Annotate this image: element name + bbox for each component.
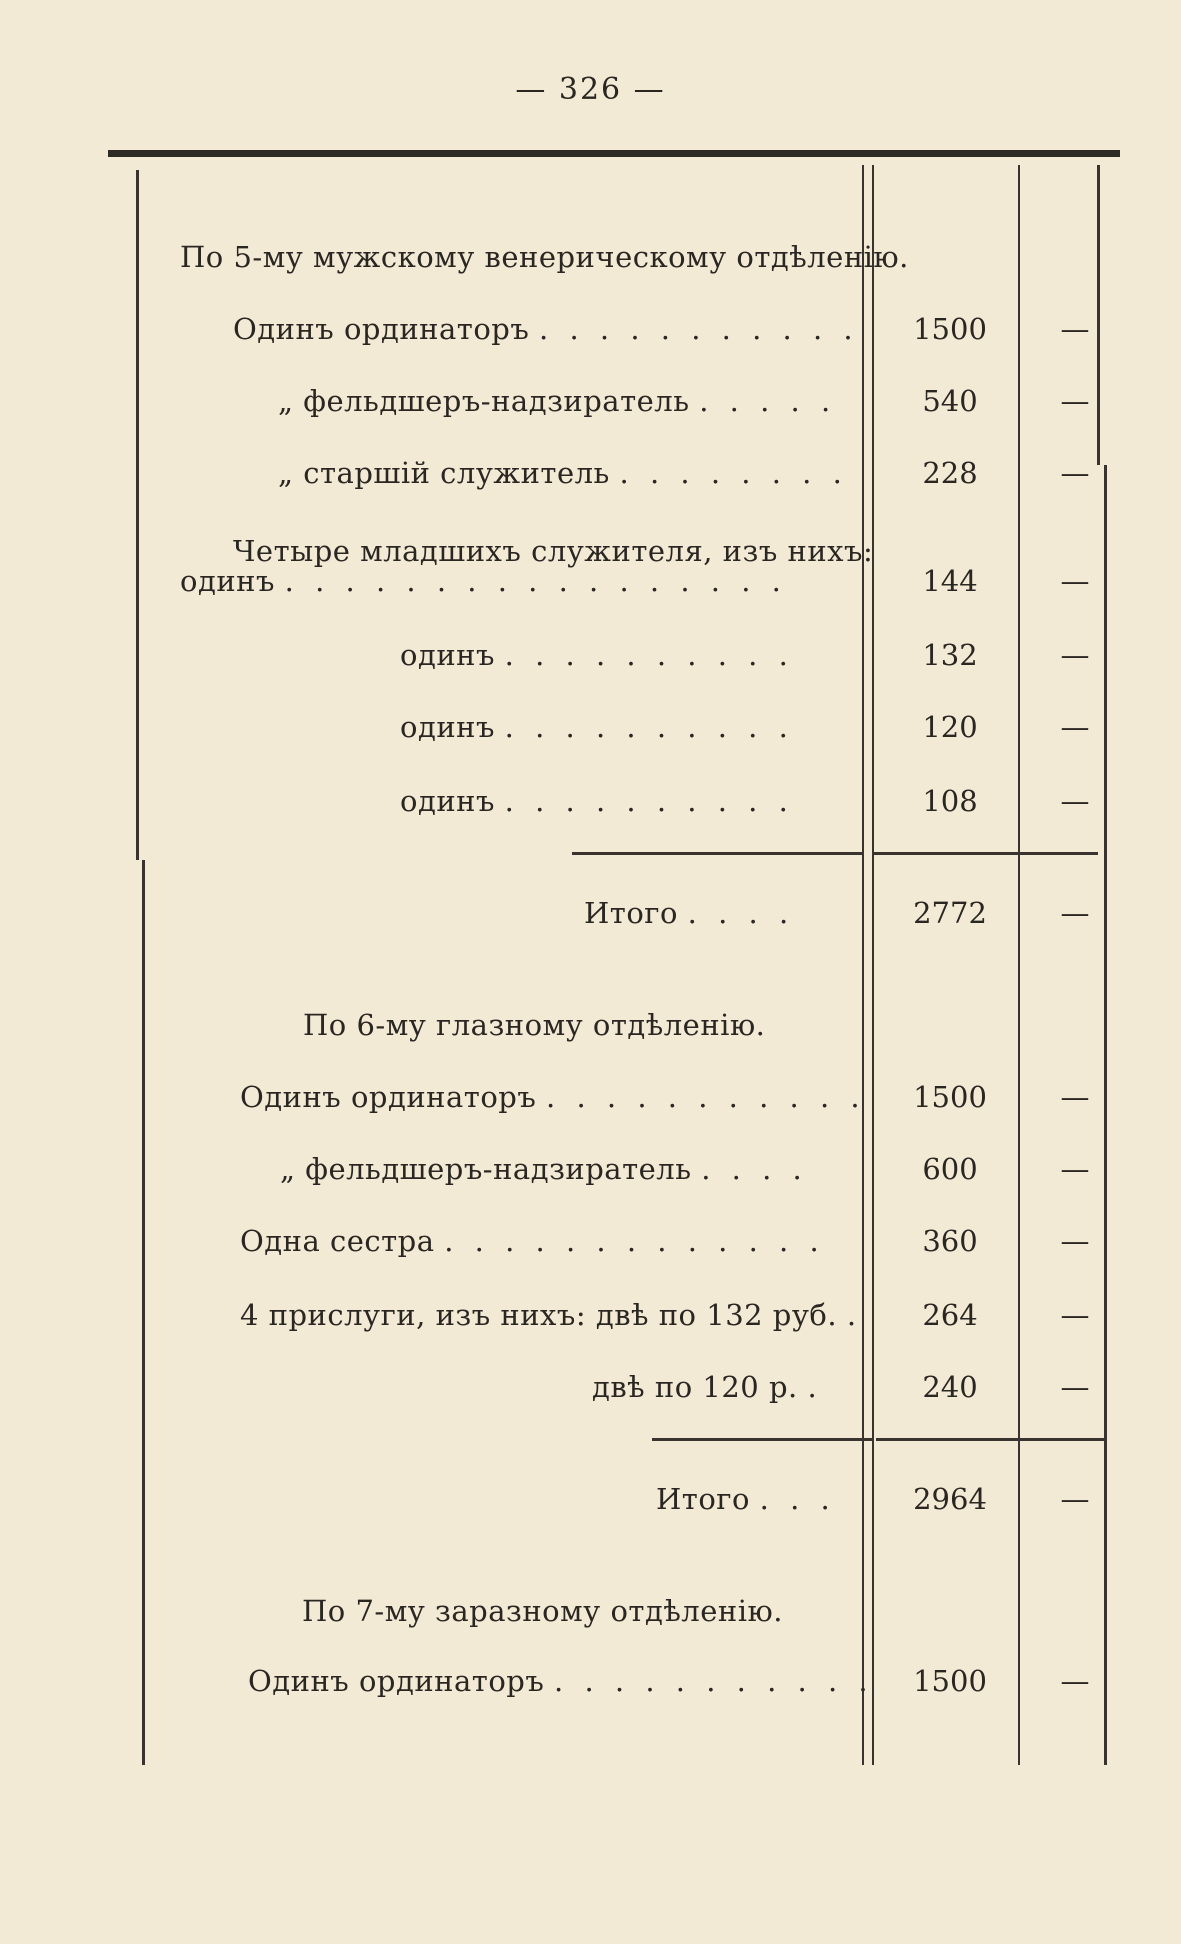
row-amount: 600 — [922, 1152, 978, 1186]
total-rule — [874, 852, 1018, 855]
total-rule — [652, 1438, 874, 1441]
section-6-heading: По 6-му глазному отдѣленію. — [303, 1008, 766, 1042]
section-5-heading: По 5-му мужскому венерическому отдѣленію. — [180, 240, 909, 274]
total-rule — [1020, 1438, 1104, 1441]
row-dash: — — [1060, 1224, 1090, 1258]
total-rule — [572, 852, 862, 855]
row-amount: 228 — [922, 456, 978, 490]
row-label: Четыре младшихъ служителя, изъ нихъ: — [233, 534, 874, 568]
top-rule — [108, 150, 1120, 157]
row-dash: — — [1060, 1080, 1090, 1114]
row-dash: — — [1060, 312, 1090, 346]
table-row — [0, 776, 1181, 826]
row-amount: 1500 — [913, 1664, 987, 1698]
row-amount: 144 — [922, 564, 978, 598]
table-row — [0, 1362, 1181, 1412]
row-label: „ старшій служитель . . . . . . . . — [278, 456, 848, 490]
row-label: двѣ по 120 р. . — [592, 1370, 823, 1404]
total-label: Итого . . . — [656, 1482, 836, 1516]
row-label: одинъ . . . . . . . . . . — [400, 784, 794, 818]
row-amount: 360 — [922, 1224, 978, 1258]
table-row — [0, 448, 1181, 498]
total-row — [0, 888, 1181, 938]
row-dash: — — [1060, 784, 1090, 818]
row-dash: — — [1060, 1298, 1090, 1332]
table-row — [0, 630, 1181, 680]
page-number: — 326 — — [515, 72, 666, 107]
table-row — [0, 1216, 1181, 1266]
row-label: „ фельдшеръ-надзиратель . . . . — [280, 1152, 808, 1186]
row-dash: — — [1060, 1664, 1090, 1698]
total-rule — [1020, 852, 1098, 855]
total-label: Итого . . . . — [584, 896, 795, 930]
row-amount: 1500 — [913, 1080, 987, 1114]
row-amount: 108 — [922, 784, 978, 818]
row-label: Одинъ ординаторъ . . . . . . . . . . . — [240, 1080, 866, 1114]
row-label: Одна сестра . . . . . . . . . . . . . — [240, 1224, 825, 1258]
total-amount: 2964 — [913, 1482, 987, 1516]
table-row — [0, 1144, 1181, 1194]
total-row — [0, 1474, 1181, 1524]
row-amount: 1500 — [913, 312, 987, 346]
row-dash: — — [1060, 710, 1090, 744]
table-row — [0, 1072, 1181, 1122]
row-dash: — — [1060, 384, 1090, 418]
row-dash: — — [1060, 638, 1090, 672]
table-row — [0, 556, 1181, 606]
row-label: 4 прислуги, изъ нихъ: двѣ по 132 руб. . — [240, 1298, 863, 1332]
row-amount: 132 — [922, 638, 978, 672]
table-row — [0, 376, 1181, 426]
section-heading — [0, 1000, 1181, 1050]
table-row — [0, 304, 1181, 354]
row-label: Одинъ ординаторъ . . . . . . . . . . . — [233, 312, 859, 346]
table-row — [0, 702, 1181, 752]
row-dash: — — [1060, 456, 1090, 490]
section-heading — [0, 1586, 1181, 1636]
total-rule — [876, 1438, 1018, 1441]
section-7-heading: По 7-му заразному отдѣленію. — [302, 1594, 783, 1628]
section-heading — [0, 232, 1181, 282]
row-label: одинъ . . . . . . . . . . — [400, 638, 794, 672]
row-label: одинъ . . . . . . . . . . . . . . . . . — [180, 564, 787, 598]
row-amount: 240 — [922, 1370, 978, 1404]
row-amount: 120 — [922, 710, 978, 744]
table-row — [0, 1656, 1181, 1706]
row-amount: 264 — [922, 1298, 978, 1332]
total-dash: — — [1060, 1482, 1090, 1516]
row-dash: — — [1060, 1152, 1090, 1186]
row-dash: — — [1060, 1370, 1090, 1404]
total-dash: — — [1060, 896, 1090, 930]
table-row — [0, 1290, 1181, 1340]
row-label: Одинъ ординаторъ . . . . . . . . . . . — [248, 1664, 874, 1698]
row-dash: — — [1060, 564, 1090, 598]
row-label: одинъ . . . . . . . . . . — [400, 710, 794, 744]
row-label: „ фельдшеръ-надзиратель . . . . . — [278, 384, 837, 418]
row-amount: 540 — [922, 384, 978, 418]
total-amount: 2772 — [913, 896, 987, 930]
